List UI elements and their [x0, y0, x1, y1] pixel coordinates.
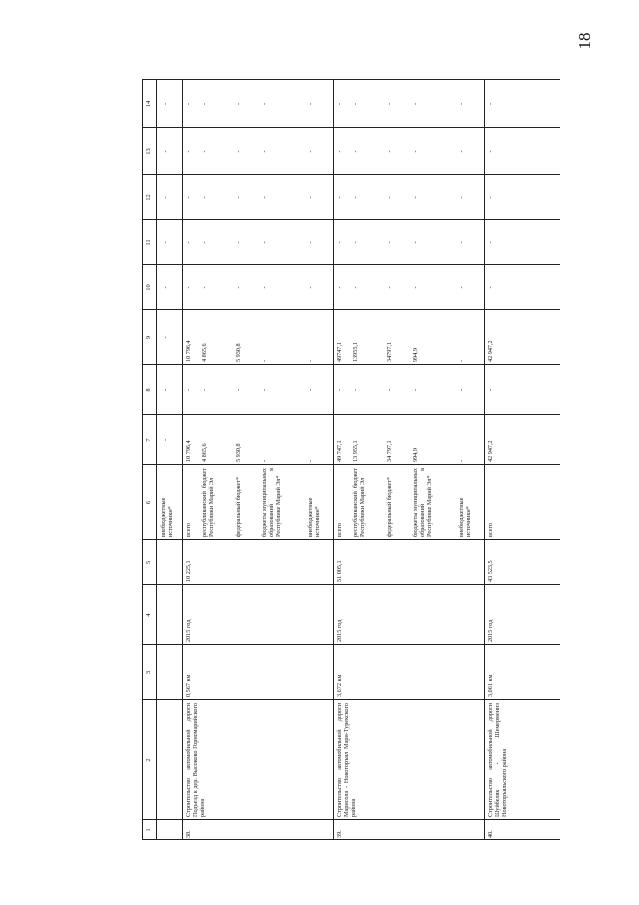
column-header-6: 6 — [145, 500, 152, 505]
dash-col13: - — [458, 150, 465, 153]
dash-col10: - — [261, 286, 268, 289]
dash-col12: - — [185, 196, 192, 199]
source-label: всего — [336, 523, 343, 537]
column-header-2: 2 — [145, 758, 152, 762]
dash-col10: - — [487, 286, 494, 289]
dash-col10: - — [235, 286, 242, 289]
dash-col13: - — [386, 150, 393, 153]
value-col7: 49 747,1 — [336, 440, 343, 462]
budget-table — [120, 20, 580, 840]
dash-col8: - — [235, 388, 242, 392]
object-length: 0,567 км — [185, 674, 192, 697]
dash-col11: - — [487, 241, 494, 244]
dash-col14: - — [487, 102, 494, 106]
dash-col12: - — [235, 196, 242, 199]
value-col9: - — [307, 359, 314, 362]
dash-col14: - — [352, 102, 359, 106]
dash-col11: - — [352, 241, 359, 244]
dash-col13: - — [162, 150, 169, 153]
value-col7: 34 797,1 — [386, 440, 393, 462]
row-rule-2 — [484, 80, 485, 840]
dash-col12: - — [336, 196, 343, 199]
dash-col8: - — [458, 388, 465, 392]
value-col9: - — [458, 359, 465, 362]
column-header-7: 7 — [145, 438, 152, 442]
dash-col8: - — [386, 388, 393, 392]
column-rule-0 — [142, 839, 560, 840]
dash-col13: - — [487, 150, 494, 153]
dash-col14: - — [386, 102, 393, 106]
header-top-rule — [142, 80, 143, 840]
page-number: 18 — [575, 32, 594, 50]
dash-col11: - — [201, 241, 208, 244]
dash-col10: - — [458, 286, 465, 289]
dash-col10: - — [386, 286, 393, 289]
row-number: 38. — [185, 830, 192, 838]
column-header-10: 10 — [145, 284, 152, 291]
source-label: бюджеты муниципальных образований в Республике Марий Эл* — [412, 468, 434, 537]
column-header-3: 3 — [145, 670, 152, 675]
dash-col13: - — [307, 150, 314, 153]
dash-col10: - — [412, 286, 419, 289]
row-rule-0 — [182, 80, 183, 840]
value-col7: 10 796,4 — [185, 440, 192, 462]
value-col9: - — [261, 359, 268, 362]
dash-col13: - — [352, 150, 359, 153]
dash-col11: - — [185, 241, 192, 244]
object-name: Строительство автомобильной дороги Шуйбеляк - Шемерменнэ Новоторъяльского района — [487, 703, 509, 817]
dash-col8: - — [487, 388, 494, 392]
source-label: внебюджетные источники* — [307, 497, 322, 537]
source-label: федеральный бюджет* — [235, 476, 242, 537]
dash-col13: - — [261, 150, 268, 153]
value-col7: 5 930,8 — [235, 443, 242, 462]
dash-col10: - — [185, 286, 192, 289]
dash-col8: - — [307, 388, 314, 392]
value-col9: 49747,1 — [336, 341, 343, 362]
column-rule-2 — [142, 699, 560, 700]
column-header-14: 14 — [145, 100, 152, 108]
dash-col12: - — [487, 196, 494, 199]
dash-col10: - — [307, 286, 314, 289]
dash-col11: - — [412, 241, 419, 244]
dash-col13: - — [185, 150, 192, 153]
column-header-9: 9 — [145, 335, 152, 340]
dash-col11: - — [235, 241, 242, 244]
column-rule-1 — [142, 819, 560, 820]
dash-col8: - — [412, 388, 419, 392]
dash-col8: - — [185, 388, 192, 392]
dash-col12: - — [307, 196, 314, 199]
value-col7: - — [458, 459, 465, 462]
dash-col8: - — [162, 388, 169, 392]
dash-col11: - — [336, 241, 343, 244]
dash-col8: - — [201, 388, 208, 392]
estimated-cost: 43 523,5 — [487, 560, 494, 582]
column-header-11: 11 — [145, 239, 152, 246]
completion-year: 2015 год — [487, 619, 494, 642]
dash-col12: - — [412, 196, 419, 199]
completion-year: 2015 год — [336, 619, 343, 642]
dash-col14: - — [412, 102, 419, 106]
column-header-4: 4 — [145, 613, 152, 617]
dash-col12: - — [458, 196, 465, 199]
column-header-12: 12 — [145, 194, 152, 201]
value-col7: - — [162, 438, 169, 442]
dash-col11: - — [162, 241, 169, 244]
value-col9: 13955,1 — [352, 341, 359, 362]
dash-col12: - — [201, 196, 208, 199]
dash-col12: - — [352, 196, 359, 199]
column-header-13: 13 — [145, 148, 152, 155]
row-rule-1 — [333, 80, 334, 840]
dash-col14: - — [162, 102, 169, 106]
dash-col10: - — [336, 286, 343, 289]
dash-col14: - — [261, 102, 268, 106]
value-col9: - — [162, 336, 169, 339]
object-length: 3,061 км — [487, 674, 494, 697]
column-rule-6 — [142, 464, 560, 465]
dash-col8: - — [336, 388, 343, 392]
value-col7: - — [307, 459, 314, 462]
object-name: Строительство автомобильной дороги Марисола - Новоторъял Мари-Турекского района — [336, 703, 358, 817]
dash-col10: - — [352, 286, 359, 289]
source-label: всего — [185, 523, 192, 537]
value-col9: 4 865,6 — [201, 343, 208, 362]
value-col7: 13 955,1 — [352, 440, 359, 462]
dash-col11: - — [261, 241, 268, 244]
dash-col14: - — [185, 102, 192, 106]
source-label: республиканский бюджет Республики Марий Эл — [201, 468, 216, 537]
dash-col13: - — [201, 150, 208, 153]
source-label: республиканский бюджет Республики Марий Эл — [352, 468, 367, 537]
dash-col10: - — [201, 286, 208, 289]
dash-col14: - — [336, 102, 343, 106]
estimated-cost: 51 005,1 — [336, 560, 343, 582]
source-label: внебюджетные источники* — [458, 497, 473, 537]
row-number: 40. — [487, 830, 494, 838]
dash-col8: - — [352, 388, 359, 392]
value-col9: 34797,1 — [386, 341, 393, 362]
dash-col14: - — [235, 102, 242, 106]
value-col7: 42 947,2 — [487, 440, 494, 462]
dash-col11: - — [307, 241, 314, 244]
column-header-1: 1 — [145, 828, 152, 832]
value-col7: 4 865,6 — [201, 443, 208, 462]
dash-col10: - — [162, 286, 169, 289]
dash-col11: - — [386, 241, 393, 244]
source-label: всего — [487, 523, 494, 537]
dash-col14: - — [201, 102, 208, 106]
column-header-5: 5 — [145, 560, 152, 565]
value-col9: 5 930,8 — [235, 343, 242, 362]
source-label: внебюджетные источники* — [160, 497, 175, 537]
object-length: 3,672 км — [336, 674, 343, 697]
completion-year: 2015 год — [185, 619, 192, 642]
value-col9: 42 947,2 — [487, 340, 494, 362]
dash-col12: - — [162, 196, 169, 199]
value-col7: - — [261, 459, 268, 462]
dash-col14: - — [458, 102, 465, 106]
dash-col14: - — [307, 102, 314, 106]
header-bottom-rule — [156, 80, 157, 840]
column-rule-4 — [142, 584, 560, 585]
dash-col11: - — [458, 241, 465, 244]
row-number: 39. — [336, 830, 343, 838]
source-label: бюджеты муниципальных образований в Республике Марий Эл* — [261, 468, 283, 537]
landscape-content — [120, 20, 580, 840]
column-header-8: 8 — [145, 388, 152, 392]
column-rule-5 — [142, 539, 560, 540]
dash-col12: - — [386, 196, 393, 199]
column-rule-3 — [142, 644, 560, 645]
dash-col13: - — [235, 150, 242, 153]
value-col9: 10 796,4 — [185, 340, 192, 362]
value-col9: 994,9 — [412, 348, 419, 362]
dash-col8: - — [261, 388, 268, 392]
dash-col13: - — [336, 150, 343, 153]
value-col7: 994,9 — [412, 448, 419, 462]
dash-col13: - — [412, 150, 419, 153]
source-label: федеральный бюджет* — [386, 476, 393, 537]
estimated-cost: 10 225,1 — [185, 560, 192, 582]
dash-col12: - — [261, 196, 268, 199]
object-name: Строительство автомобильной дороги Подъезд к дер. Высоково Горномарийского района — [185, 703, 207, 817]
